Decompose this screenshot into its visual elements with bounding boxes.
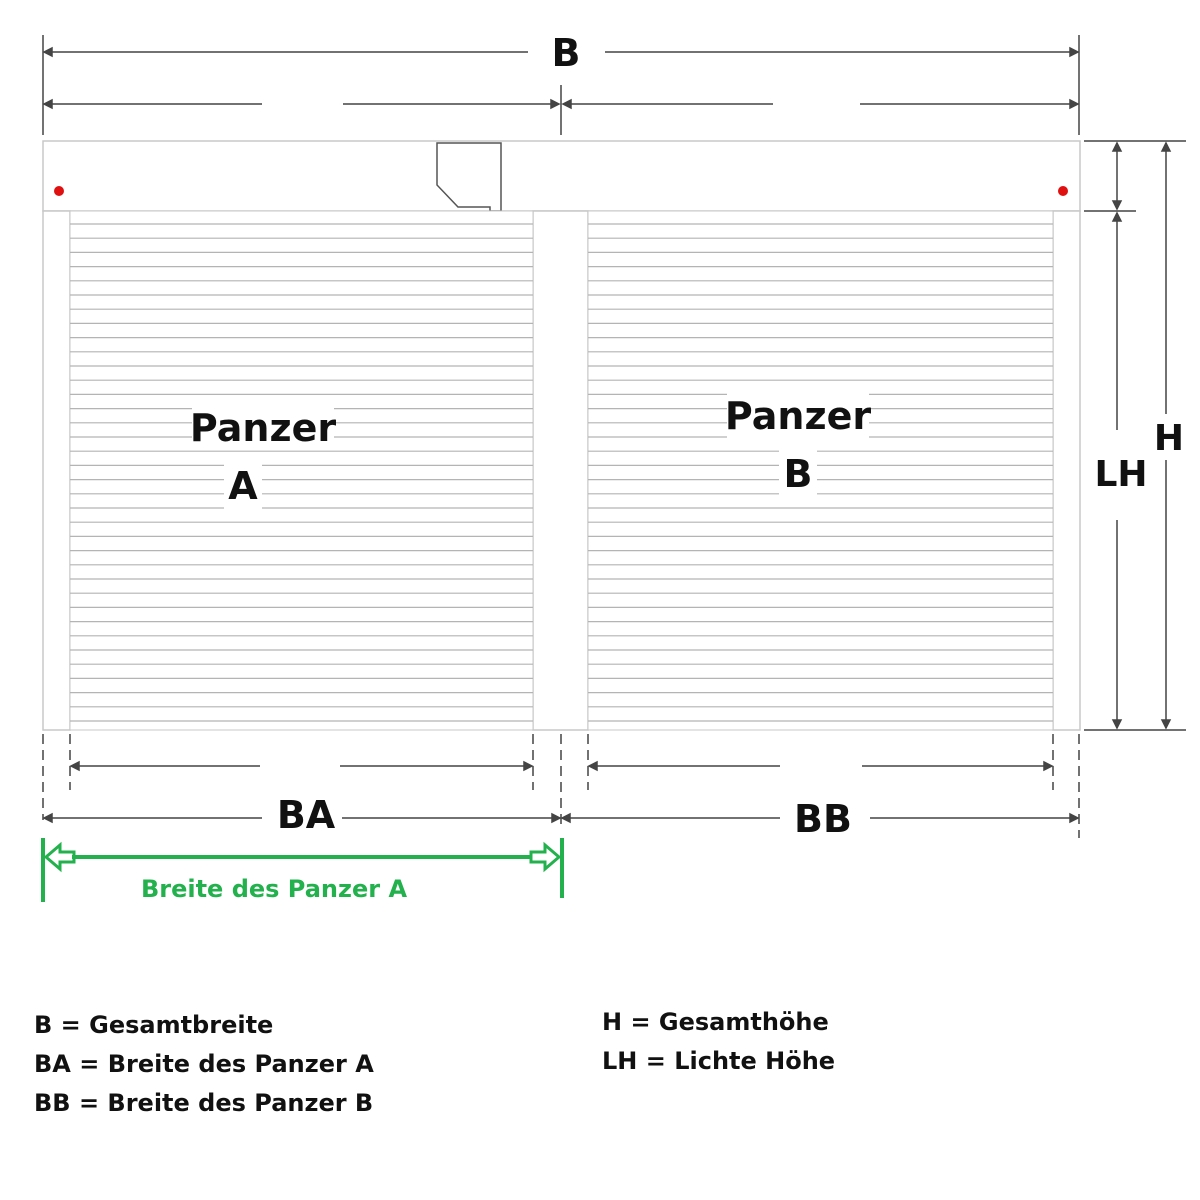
- left-post: [43, 211, 70, 730]
- center-post: [533, 211, 588, 730]
- svg-text:B: B: [783, 452, 813, 496]
- width-a-label: BA: [276, 793, 336, 837]
- legend-item: BB = Breite des Panzer B: [34, 1089, 374, 1117]
- left-hollow-arrow-icon: [46, 845, 74, 869]
- right-hollow-arrow-icon: [531, 845, 559, 869]
- legend-item: H = Gesamthöhe: [602, 1008, 829, 1036]
- legend-item: LH = Lichte Höhe: [602, 1047, 836, 1075]
- mounting-dot-right: [1058, 186, 1068, 196]
- legend-item: B = Gesamtbreite: [34, 1011, 274, 1039]
- legend-right: [602, 1003, 835, 1081]
- svg-text:Panzer: Panzer: [189, 406, 337, 450]
- mounting-dot-left: [54, 186, 64, 196]
- svg-text:A: A: [228, 464, 258, 508]
- roller-box: [43, 141, 1080, 211]
- clear-height-label: LH: [1094, 454, 1148, 495]
- total-width-label: B: [551, 31, 581, 75]
- panel-a: [70, 211, 533, 730]
- width-a-highlight-label: Breite des Panzer A: [140, 875, 408, 903]
- bottom-extension-lines: [43, 734, 1079, 838]
- svg-text:Panzer: Panzer: [724, 394, 872, 438]
- total-height-label: H: [1153, 418, 1185, 459]
- panel-b: [588, 211, 1053, 730]
- legend-left: [34, 1006, 374, 1123]
- right-post: [1053, 211, 1080, 730]
- split-width-dimension: [44, 85, 1078, 135]
- width-b-label: BB: [794, 797, 852, 841]
- legend-item: BA = Breite des Panzer A: [34, 1050, 374, 1078]
